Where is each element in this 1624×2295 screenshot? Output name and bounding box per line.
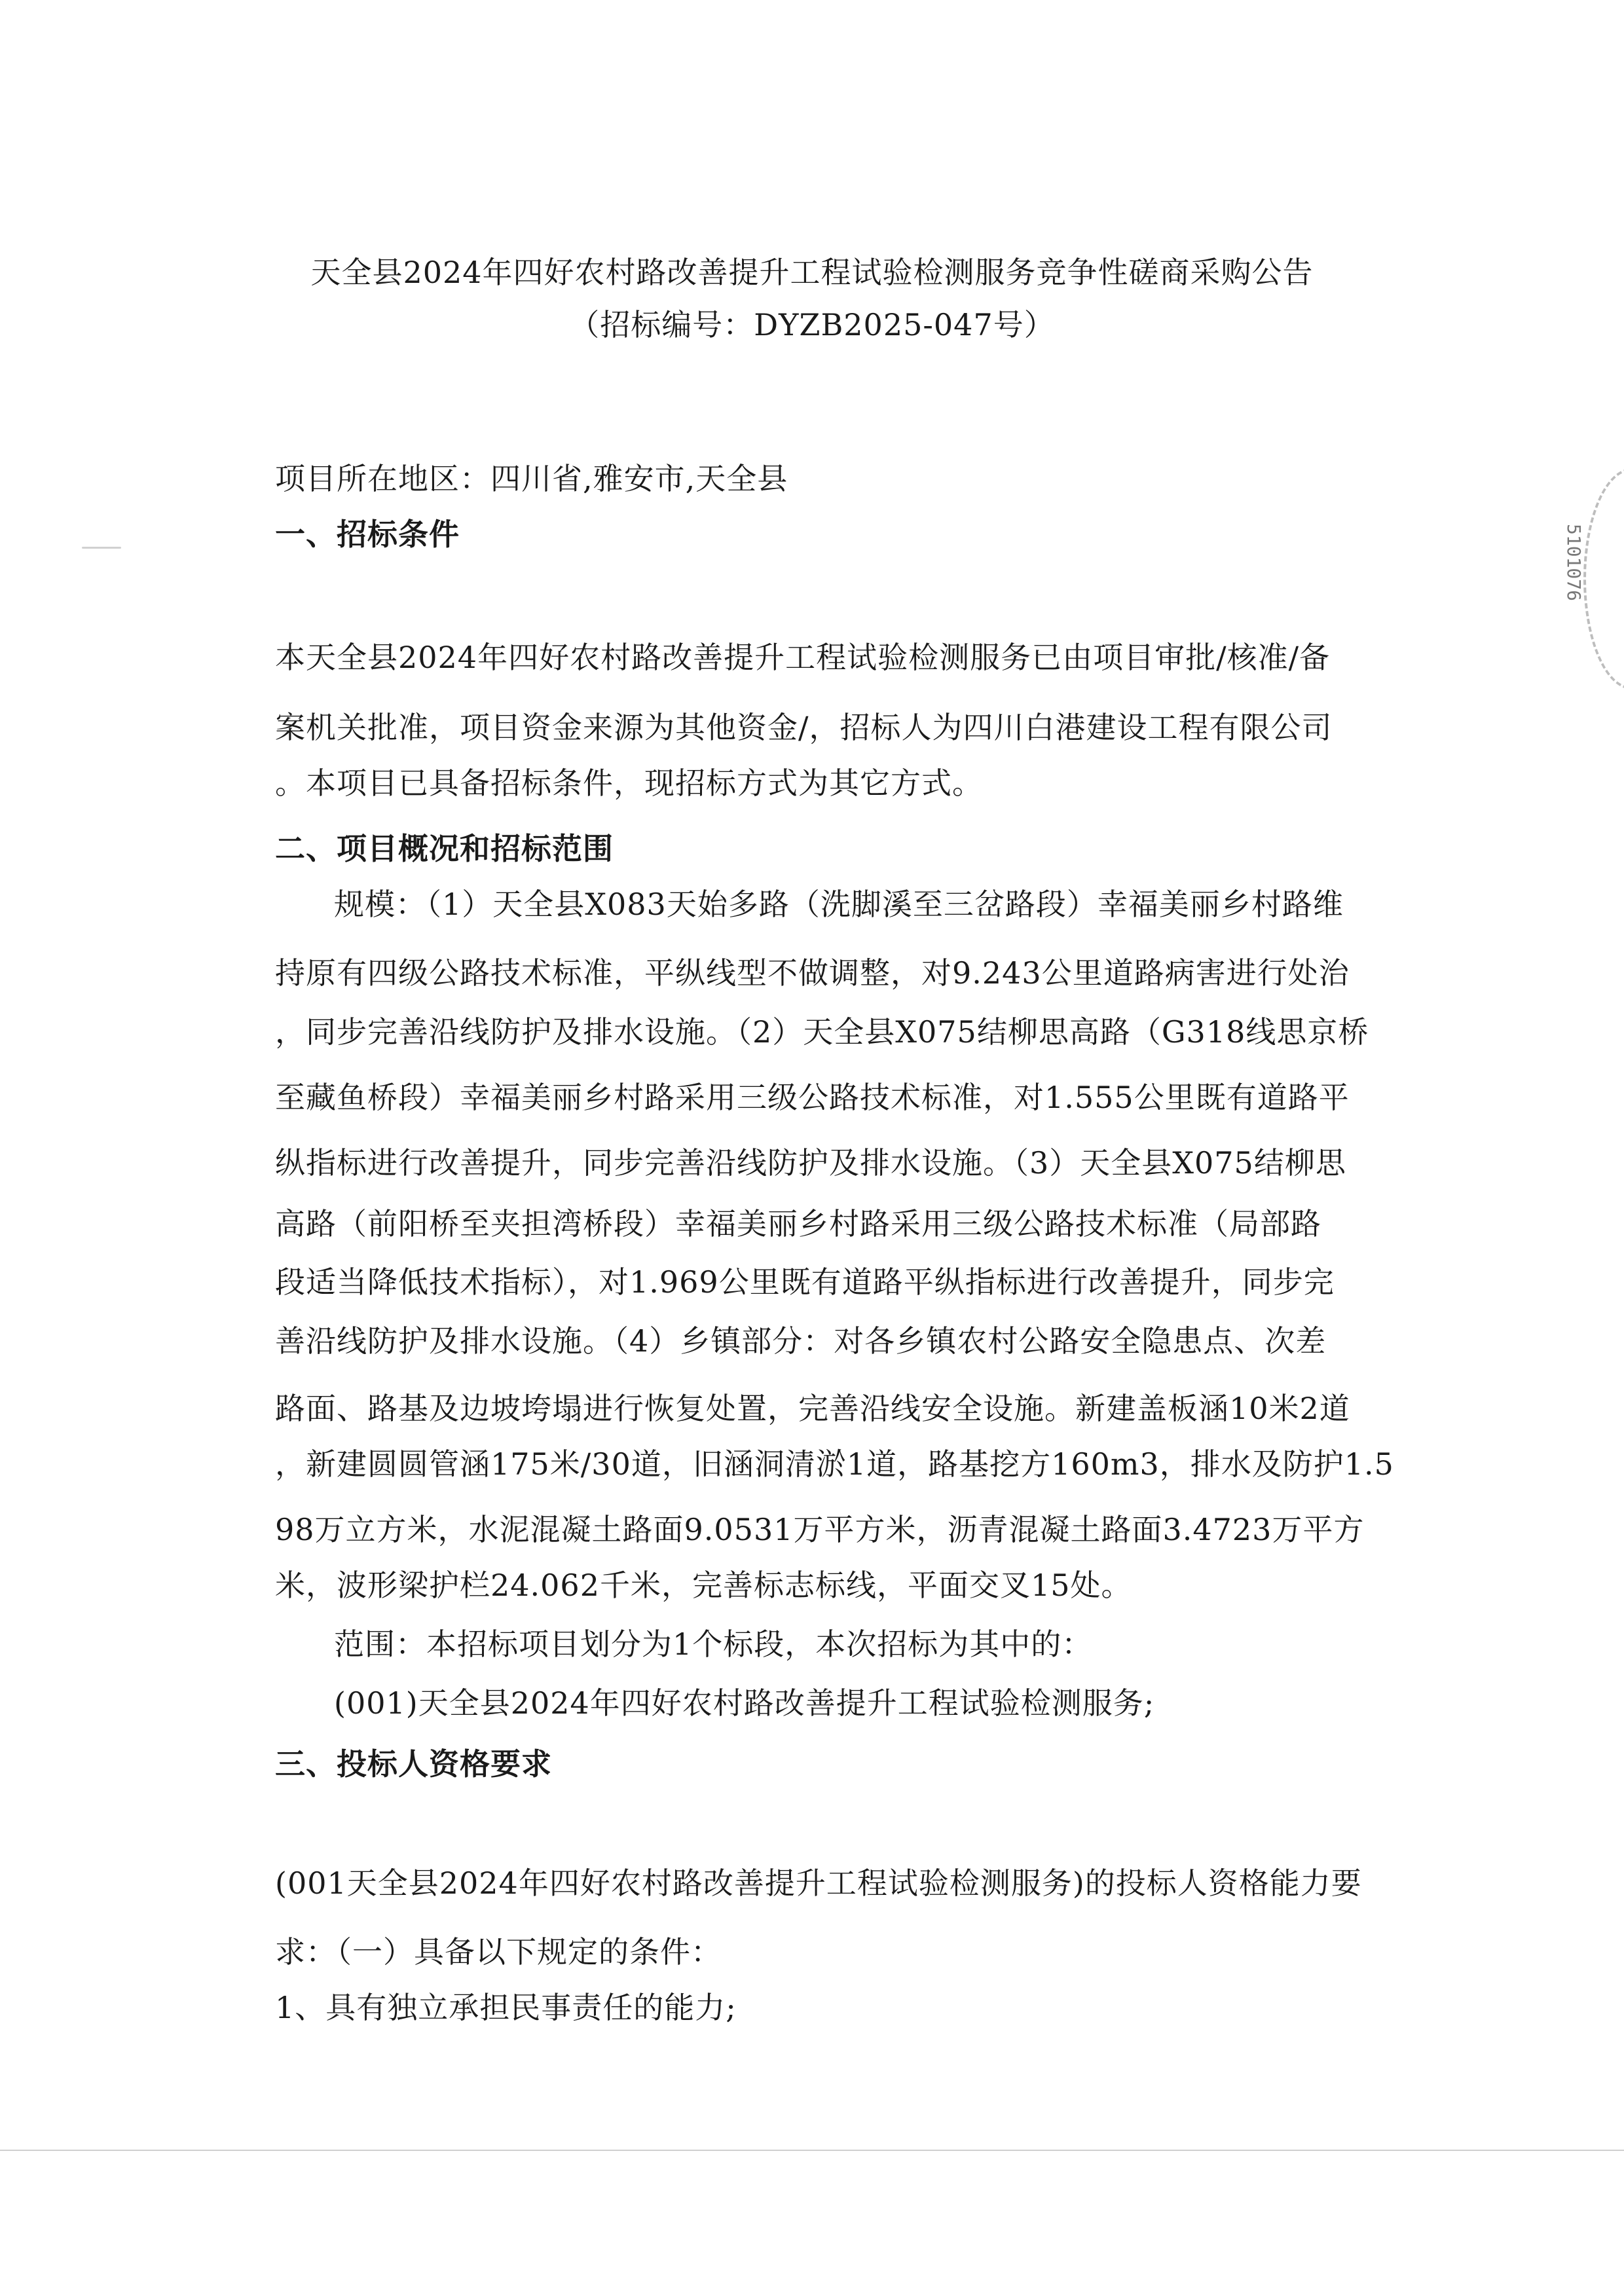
section-1-line: 。本项目已具备招标条件，现招标方式为其它方式。 — [275, 765, 983, 801]
section-3-line: (001天全县2024年四好农村路改善提升工程试验检测服务)的投标人资格能力要 — [275, 1865, 1362, 1901]
scale-line: 高路（前阳桥至夹担湾桥段）幸福美丽乡村路采用三级公路技术标准（局部路 — [275, 1206, 1321, 1241]
project-location: 项目所在地区：四川省,雅安市,天全县 — [275, 461, 788, 496]
scan-footer-rule — [0, 2150, 1624, 2151]
section-3-line: 求：（一）具备以下规定的条件： — [275, 1934, 722, 1970]
scale-line: ，新建圆圆管涵175米/30道，旧涵洞清淤1道，路基挖方160m3，排水及防护1.5 — [275, 1446, 1394, 1482]
scale-line: 段适当降低技术指标），对1.969公里既有道路平纵指标进行改善提升，同步完 — [275, 1264, 1335, 1300]
lot-line: (001)天全县2024年四好农村路改善提升工程试验检测服务; — [334, 1685, 1155, 1721]
scale-line: ，同步完善沿线防护及排水设施。（2）天全县X075结柳思高路（G318线思京桥 — [275, 1014, 1369, 1050]
scale-line: 善沿线防护及排水设施。（4）乡镇部分：对各乡镇农村公路安全隐患点、次差 — [275, 1323, 1327, 1359]
section-1-line: 案机关批准，项目资金来源为其他资金/，招标人为四川白港建设工程有限公司 — [275, 710, 1333, 745]
document-title: 天全县2024年四好农村路改善提升工程试验检测服务竞争性磋商采购公告 — [310, 255, 1314, 290]
scale-line: 持原有四级公路技术标准，平纵线型不做调整，对9.243公里道路病害进行处治 — [275, 955, 1350, 991]
section-3-line: 1、具有独立承担民事责任的能力; — [275, 1990, 737, 2025]
section-1-heading: 一、招标条件 — [275, 517, 460, 552]
tender-number: （招标编号：DYZB2025-047号） — [569, 307, 1055, 342]
section-3-heading: 三、投标人资格要求 — [275, 1746, 552, 1782]
scale-line: 米，波形梁护栏24.062千米，完善标志标线，平面交叉15处。 — [275, 1568, 1132, 1603]
seal-number: 5101076 — [1563, 524, 1585, 602]
official-seal-partial — [1583, 468, 1624, 689]
scale-line: 至藏鱼桥段）幸福美丽乡村路采用三级公路技术标准，对1.555公里既有道路平 — [275, 1080, 1350, 1115]
scale-line: 路面、路基及边坡垮塌进行恢复处置，完善沿线安全设施。新建盖板涵10米2道 — [275, 1391, 1350, 1426]
scale-line: 98万立方米，水泥混凝土路面9.0531万平方米，沥青混凝土路面3.4723万平方 — [275, 1512, 1365, 1547]
scan-smudge — [82, 547, 121, 549]
scale-line: 规模：（1）天全县X083天始多路（洗脚溪至三岔路段）幸福美丽乡村路维 — [334, 887, 1344, 922]
scope-line: 范围：本招标项目划分为1个标段，本次招标为其中的： — [334, 1626, 1093, 1662]
scale-line: 纵指标进行改善提升，同步完善沿线防护及排水设施。（3）天全县X075结柳思 — [275, 1145, 1346, 1181]
section-1-line: 本天全县2024年四好农村路改善提升工程试验检测服务已由项目审批/核准/备 — [275, 640, 1331, 675]
section-2-heading: 二、项目概况和招标范围 — [275, 831, 614, 866]
